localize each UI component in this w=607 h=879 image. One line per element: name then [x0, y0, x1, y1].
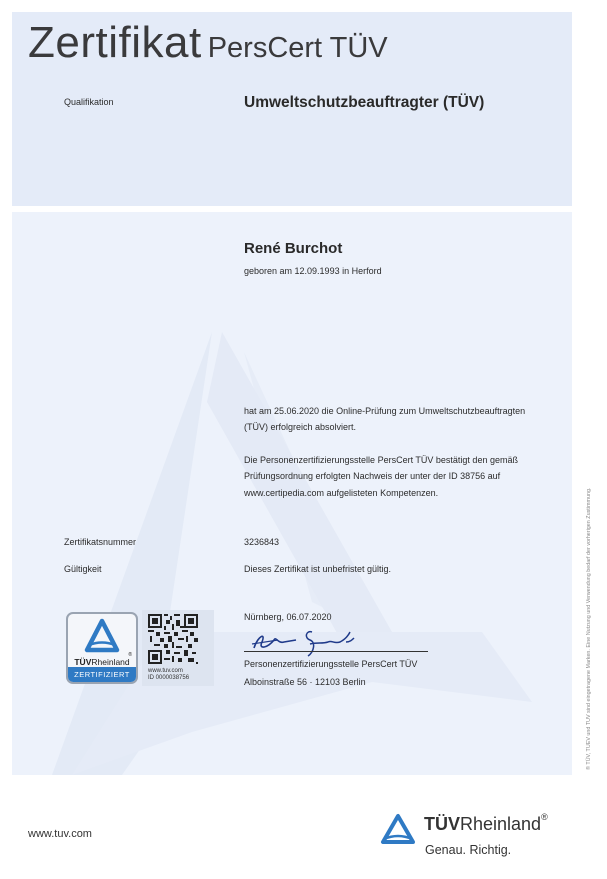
badge-brand — [68, 657, 136, 667]
certificate-title — [28, 18, 388, 68]
title-sub: PersCert TÜV — [207, 32, 388, 64]
signature-place-date: Nürnberg, 06.07.2020 — [244, 612, 332, 622]
validity-label: Gültigkeit — [64, 564, 102, 574]
certificate-number-label: Zertifikatsnummer — [64, 537, 137, 547]
qr-block — [142, 610, 214, 686]
certificate-number-value: 3236843 — [244, 537, 280, 547]
qr-id: ID 0000038756 — [148, 675, 190, 681]
exam-statement-line-1: hat am 25.06.2020 die Online-Prüfung zum Umweltschutzbeauftragten — [244, 406, 526, 416]
exam-statement — [244, 403, 584, 436]
confirmation-statement — [244, 452, 584, 501]
tuv-certified-badge — [66, 612, 138, 684]
badge-status: ZERTIFIZIERT — [68, 667, 136, 682]
confirmation-line-2: Prüfungsordnung erfolgten Nachweis der unter der ID 38756 auf — [244, 471, 501, 482]
signature-image — [248, 622, 368, 658]
footer-slogan: Genau. Richtig. — [425, 843, 512, 857]
qr-caption — [148, 668, 189, 682]
exam-statement-line-2: (TÜV) erfolgreich absolviert. — [244, 422, 357, 433]
confirmation-line-3: www.certipedia.com aufgelisteten Kompetenzen. — [244, 487, 439, 498]
qualification-label: Qualifikation — [64, 97, 114, 107]
holder-name: René Burchot — [244, 240, 343, 257]
badge-brand-rest: Rheinland — [91, 657, 130, 667]
qualification-value: Umweltschutzbeauftragter (TÜV) — [244, 94, 485, 111]
confirmation-line-1: Die Personenzertifizierungsstelle PersCert TÜV bestätigt den gemäß — [244, 455, 518, 465]
tuv-triangle-icon — [68, 614, 136, 658]
qr-code-icon[interactable] — [148, 614, 198, 664]
footer-registered-mark: ® — [541, 812, 548, 822]
signature-address: Alboinstraße 56 · 12103 Berlin — [244, 677, 366, 687]
qr-url: www.tuv.com — [148, 668, 183, 674]
tuv-rheinland-logo-icon — [378, 812, 418, 848]
legal-notice: ® TÜV, TUEV und TUV sind eingetragene Marken. Eine Nutzung und Verwendung bedarf der vorherigen Zustimmung. — [586, 487, 592, 770]
signature-line — [244, 651, 428, 652]
badge-registered-mark: ® — [128, 652, 132, 658]
footer-brand-rest: Rheinland — [460, 814, 542, 834]
validity-value: Dieses Zertifikat ist unbefristet gültig. — [244, 564, 392, 574]
holder-birth-info: geboren am 12.09.1993 in Herford — [244, 266, 382, 276]
badge-brand-bold: TÜV — [74, 657, 92, 667]
title-main: Zertifikat — [28, 18, 202, 67]
footer-brand — [424, 814, 548, 835]
footer-brand-bold: TÜV — [424, 814, 460, 834]
signature-issuer: Personenzertifizierungsstelle PersCert TÜV — [244, 659, 418, 669]
footer-url[interactable]: www.tuv.com — [28, 828, 92, 840]
